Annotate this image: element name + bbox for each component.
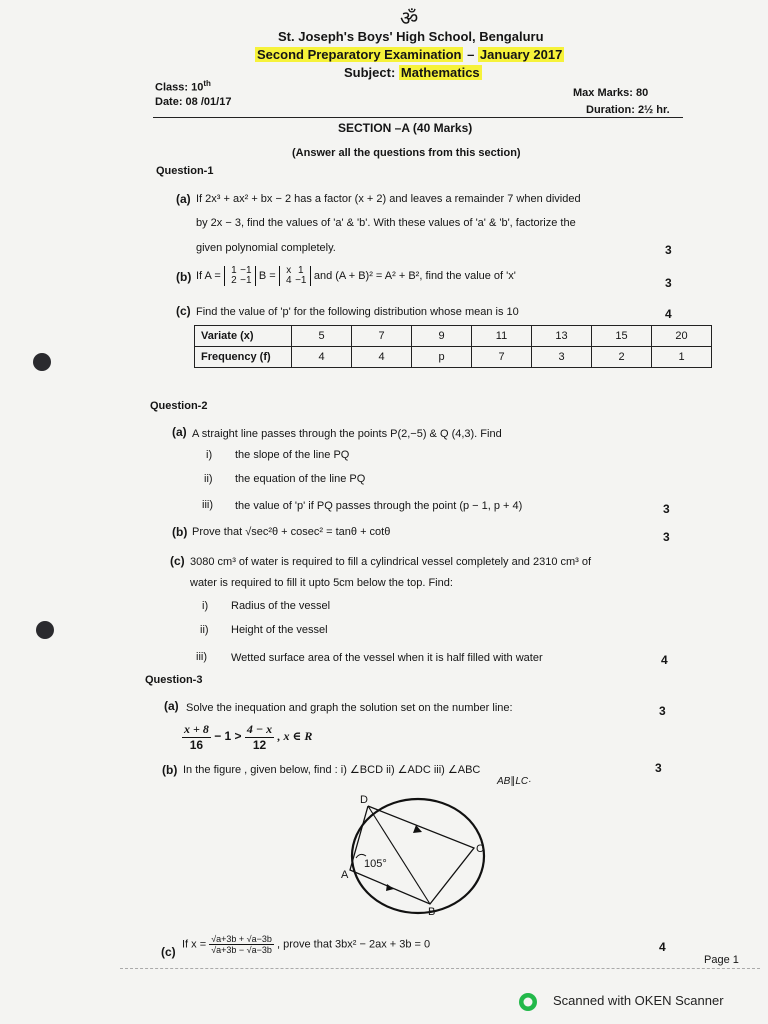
matrix-a: 1 −1 2 −1 [224,266,256,286]
q2a-item-text: the equation of the line PQ [235,473,366,485]
q2c-item-num: i) [202,600,209,612]
page-number: Page 1 [704,954,739,966]
q2a-text: A straight line passes through the points P(2,−5) & Q (4,3). Find [192,428,502,440]
table-cell: p [412,347,472,368]
table-row [195,326,712,347]
scanner-watermark: Scanned with OKEN Scanner [553,993,724,1008]
inequation: $\frac{x + 8}{16}$ − 1 > $\frac{4 - x}{12}$ , x ∈ R [184,722,313,752]
q3c-label: (c) [161,945,176,959]
q1a-line1: If 2x³ + ax² + bx − 2 has a factor (x + 2) and leaves a remainder 7 when divided [196,193,581,205]
question-2-title: Question-2 [150,400,208,412]
subject-line: Subject: Mathematics [344,65,480,80]
q2a-item-num: iii) [202,499,213,511]
q3b-label: (b) [162,763,178,777]
table-cell: 11 [472,326,532,347]
table-cell: 20 [652,326,712,347]
q2b-label: (b) [172,525,188,539]
school-name: St. Joseph's Boys' High School, Bengaluru [278,29,544,44]
date-label: Date: 08 /01/17 [155,96,232,108]
table-cell: 4 [352,347,412,368]
fraction-x: $\frac{√a+3b + √a-3b}{√a+3b - √a-3b}$ [211,934,272,955]
vertex-d: D [360,794,368,806]
q2c-marks: 4 [661,653,668,667]
binder-hole-bottom [36,621,54,639]
angle-label: 105° [364,858,387,870]
q2c-line1: 3080 cm³ of water is required to fill a cylindrical vessel completely and 2310 cm³ of [190,556,592,568]
q1a-line3: given polynomial completely. [196,242,336,254]
vertex-b: B [428,906,436,918]
q2b-text: Prove that √sec²θ + cosec² = tanθ + cotθ [192,526,391,538]
vertex-c: C [476,843,484,855]
table-cell: 13 [532,326,592,347]
q3c-line: If x = $\frac{√a+3b + √a-3b}{√a+3b - √a-3b}$ , prove that 3bx² − 2ax + 3b = 0 [182,934,431,955]
matrix-b: x 1 4 −1 [279,266,311,286]
table-cell: 4 [292,347,352,368]
q2a-item-text: the slope of the line PQ [235,449,350,461]
table-cell: 7 [352,326,412,347]
q3c-marks: 4 [659,940,666,954]
q1c-text: Find the value of 'p' for the following distribution whose mean is 10 [196,306,519,318]
question-1-title: Question-1 [156,165,214,177]
q3b-text: In the figure , given below, find : i) ∠BCD ii) ∠ADC iii) ∠ABC [183,764,481,776]
q2c-item-text: Height of the vessel [231,624,328,636]
q1b-line: If A = 1 −1 2 −1 B = x 1 4 −1 and (A + B)² = A² + B², find the value of 'x' [196,265,516,287]
table-row [195,347,712,368]
q1c-label: (c) [176,304,191,318]
om-symbol: ॐ [400,8,419,30]
q2a-item-text: the value of 'p' if PQ passes through the point (p − 1, p + 4) [235,500,523,512]
circle-outline [352,799,484,913]
cyclic-quadrilateral-figure [330,792,500,922]
q2c-item-num: iii) [196,651,207,663]
section-instruction: (Answer all the questions from this section) [292,147,521,159]
distribution-table [194,325,712,368]
q2c-item-text: Wetted surface area of the vessel when it is half filled with water [231,652,543,664]
exam-title: Second Preparatory Examination – January 2017 [257,47,563,62]
q3a-marks: 3 [659,704,666,718]
max-marks: Max Marks: 80 [573,87,649,99]
q1b-label: (b) [176,270,192,284]
fraction-right: $\frac{4 - x}{12}$ [246,722,273,752]
binder-hole-top [33,353,51,371]
q2c-line2: water is required to fill it upto 5cm below the top. Find: [190,577,453,589]
diagonal-db [368,806,430,904]
table-cell: 9 [412,326,472,347]
q1a-line2: by 2x − 3, find the values of 'a' & 'b'. With these values of 'a' & 'b', factorize the [196,217,576,229]
q1b-marks: 3 [665,276,672,290]
q2c-label: (c) [170,554,185,568]
table-cell: 15 [592,326,652,347]
header-divider [153,117,683,118]
section-title: SECTION –A (40 Marks) [338,121,473,135]
duration: Duration: 2½ hr. [586,104,670,116]
page-edge [120,968,760,969]
q3a-text: Solve the inequation and graph the solution set on the number line: [186,702,513,714]
q1a-marks: 3 [665,243,672,257]
q2a-label: (a) [172,425,187,439]
variate-header: Variate (x) [195,326,292,347]
q1c-marks: 4 [665,307,672,321]
q2b-marks: 3 [663,530,670,544]
scanner-logo-icon [518,992,538,1012]
q2c-item-text: Radius of the vessel [231,600,331,612]
table-cell: 2 [592,347,652,368]
q2a-item-num: ii) [204,473,213,485]
class-label: Class: 10th [155,79,211,94]
q2a-marks: 3 [663,502,670,516]
quadrilateral-sides [350,806,474,904]
q2c-item-num: ii) [200,624,209,636]
question-3-title: Question-3 [145,674,203,686]
q2a-item-num: i) [206,449,213,461]
q3a-label: (a) [164,699,179,713]
frequency-header: Frequency (f) [195,347,292,368]
vertex-a: A [341,869,349,881]
handwritten-note: AB∥LC· [497,776,532,787]
fraction-left: $\frac{x + 8}{16}$ [184,722,209,752]
q1a-label: (a) [176,192,191,206]
q3b-marks: 3 [655,761,662,775]
table-cell: 5 [292,326,352,347]
table-cell: 7 [472,347,532,368]
table-cell: 1 [652,347,712,368]
table-cell: 3 [532,347,592,368]
